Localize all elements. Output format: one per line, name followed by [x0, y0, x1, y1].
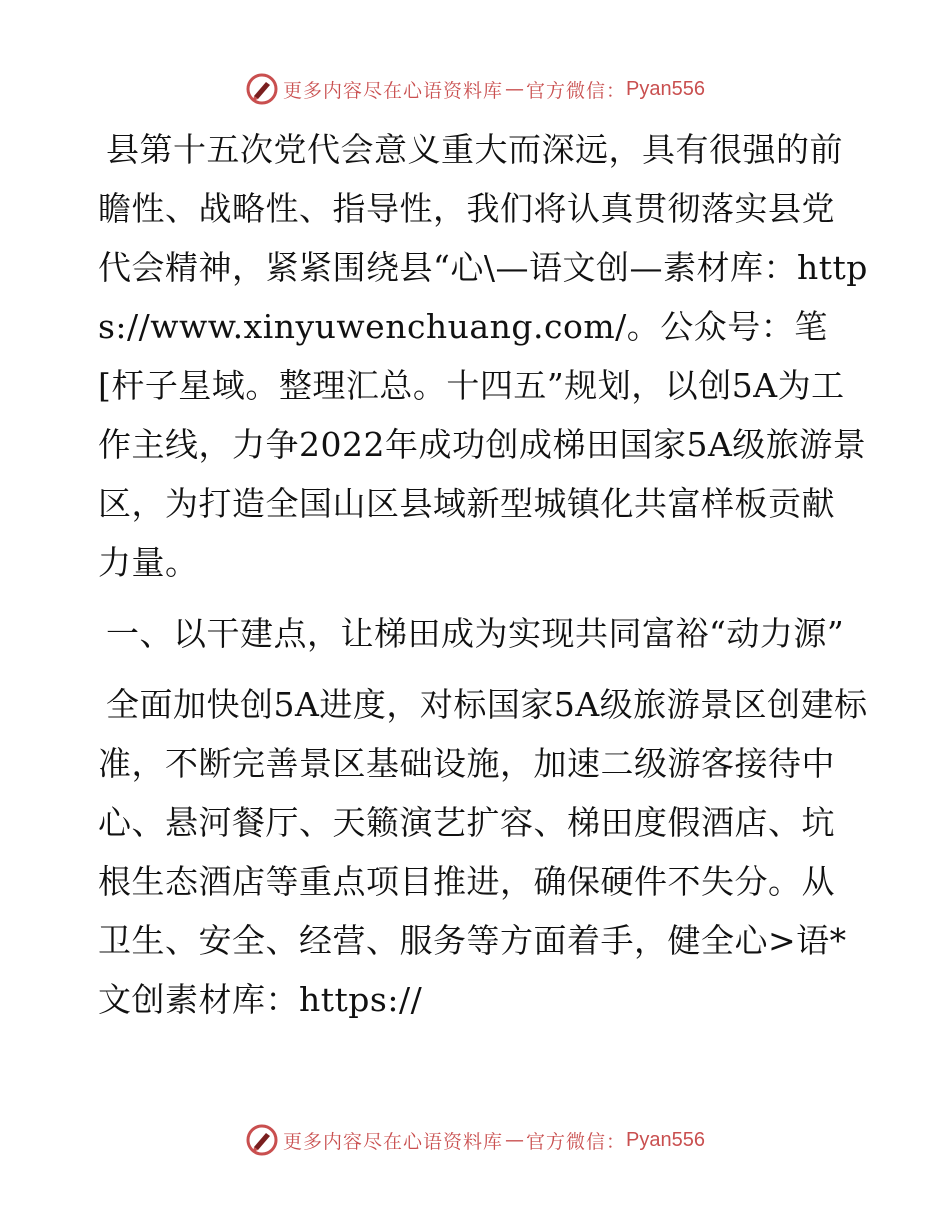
pen-circle-logo-icon — [245, 1123, 279, 1157]
banner-text: 更多内容尽在心语资料库 — [283, 79, 504, 102]
paragraph-section-one: 全面加快创5A进度，对标国家5A级旅游景区创建标准，不断完善景区基础设施，加速二级游客接待中心、悬河餐厅、天籁演艺扩容、梯田度假酒店、坑根生态酒店等重点项目推进，确保硬件不失分。从卫生、安全、经营、服务等方面着手，健全心>语*文创素材库：https:// — [98, 685, 868, 1019]
footer-banner — [0, 1123, 950, 1157]
section-heading: 一、以干建点，让梯田成为实现共同富裕“动力源” — [106, 614, 845, 653]
banner-dash: — — [505, 1129, 525, 1151]
banner-wechat-id: Pyan556 — [626, 1128, 705, 1151]
banner-dash: — — [505, 78, 525, 100]
banner-text: 更多内容尽在心语资料库 — [283, 1130, 504, 1153]
pen-circle-logo-icon — [245, 72, 279, 106]
paragraph-intro: 县第十五次党代会意义重大而深远，具有很强的前瞻性、战略性、指导性，我们将认真贯彻落实县党代会精神，紧紧围绕县“心\—语文创—素材库：https://www.xinyuwenchuang.com/。公众号：笔[杆子星域。整理汇总。十四五”规划，以创5A为工作主线，力争2022年成功创成梯田国家5A级旅游景区，为打造全国山区县域新型城镇化共富样板贡献力量。 — [98, 130, 868, 582]
banner-wechat-label: 官方微信： — [526, 79, 627, 102]
header-banner — [0, 72, 950, 106]
banner-wechat-label: 官方微信： — [526, 1130, 627, 1153]
document-body — [98, 120, 868, 1029]
banner-wechat-id: Pyan556 — [626, 77, 705, 100]
